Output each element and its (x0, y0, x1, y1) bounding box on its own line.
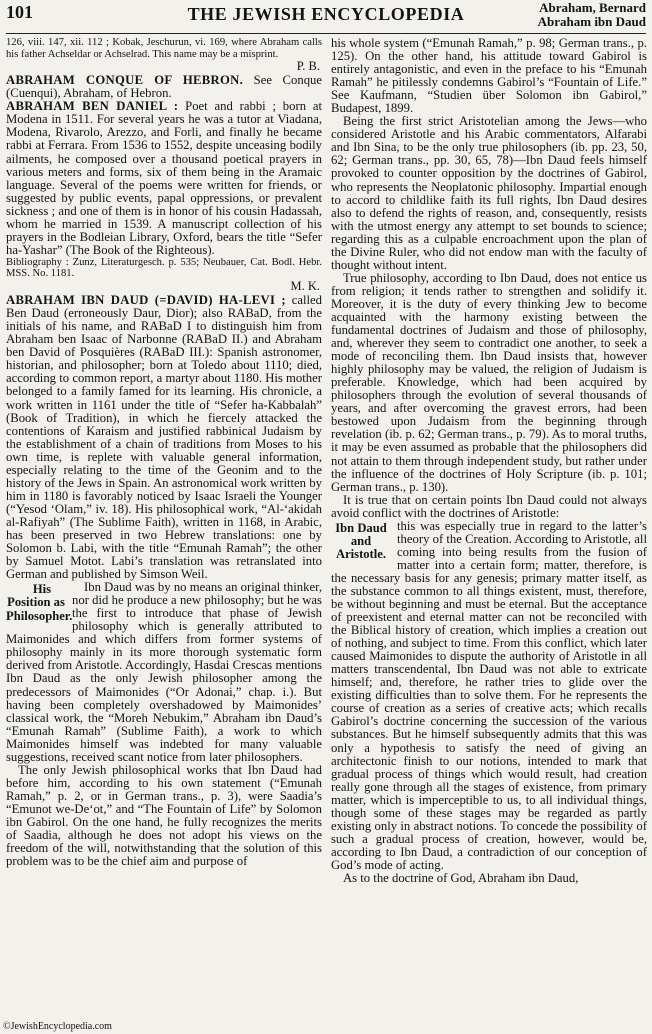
running-title: THE JEWISH ENCYCLOPEDIA (187, 4, 465, 24)
creation-text: this was especially true in regard to the latter’s theory of the Creation. According to Aristotle, all coming into being results from the fusion of matter into a certain form; matter, therefore, is the necessary basis for any genesis; primary matter itself, as the substance common to all things existent, must, therefore, be without beginning and must be eternal. But the acceptance of preexistent and eternal matter can not be reconciled with the Biblical history of creation, which implies a creation out of nothing, and subject to time. From this conflict, which later caused Maimonides to dispute the authority of Aristotle in all matters transcendental, Ibn Daud was not able to extricate himself; and, therefore, he rather tries to glide over the existing difficulties than to solve them. For he represents the course of creation as a series of creative acts; which recalls Gabirol’s doctrine concerning the succession of the various substances. But he himself subsequently admits that this was only a hypothesis to satisfy the need of giving an architectonic finish to our notions, intended to mark that gradual process of things which would result, had creation really gone through all the stages of existence, from primary matter, which is imperceptible to us, to all individual things, though some of these stages may be regarded as partly existing only in abstract notions. To concede the possibility of such a gradual process of creation, however, would be, according to Ibn Daud, a contradiction of our conception of God’s mode of acting. (331, 518, 647, 872)
carryover-bibliography: 126, viii. 147, xii. 112 ; Kobak, Jeschurun, vi. 169, where Abraham calls his father Achseldar or Achselrad. This name may be a misprint. (6, 37, 322, 60)
running-head-line-2: Abraham ibn Daud (537, 14, 646, 29)
left-column (6, 37, 322, 868)
entry-ben-daniel (6, 100, 322, 257)
aristotelian-paragraph: Being the first strict Aristotelian among the Jews—who considered Aristotle and his Arabic commentators, Alfarabi and Ibn Sina, to be the only true philosophers (ib. pp. 23, 50, 62; German trans., pp. 30, 65, 78)—Ibn Daud feels himself provoked to counter opposition by the doctrines of Gabirol, who represents the Neoplatonic philosophy. Impartial enough to accord to childlike faith its full rights, Ibn Daud desires also to defend the rights of reason, and, consequently, resists with the utmost energy any attempt to set bounds to science; regarding this as a culpable encroachment upon the plan of the Divine Ruler, who did not endow man with the faculty of thought without intent. (331, 114, 647, 272)
entry-ibn-daud-text: called Ben Daud (erroneously Daur, Dior); also RABaD, from the initials of his name, and RABaD I to distinguish him from Abraham ben Isaac of Narbonne (RABaD II.) and Abraham ben David of Posquières (RABaD III.): Spanish astronomer, historian, and philosopher; born at Toledo about 1110; died, according to common report, a martyr about 1180. His mother belonged to a family famed for its learning. His chronicle, a work written in 1161 under the title of “Sefer ha-Kabbalah” (Book of Tradition), in which he fiercely attacked the contentions of Karaism and justified rabbinical Judaism by the establishment of a chain of traditions from Moses to his own time, is replete with valuable general information, especially relating to the time of the Geonim and to the history of the Jews in Spain. An astronomical work written by him in 1180 is favorably noticed by Isaac Israeli the Younger (“Yesod ‘Olam,” iv. 18). His philosophical work, “Al-‘akidah al-Rafiyah” (The Sublime Faith), written in 1168, in Arabic, has been preserved in two Hebrew translations: one by Solomon b. Labi, with the title “Emunah Ramah”; the other by Samuel Motot. Labi’s translation was retranslated into German and published by Simson Weil. (6, 293, 323, 582)
entry-ben-daniel-title: ABRAHAM BEN DANIEL : (6, 99, 179, 114)
right-column (331, 37, 647, 885)
doctrine-of-god-paragraph: As to the doctrine of God, Abraham ibn Daud, (343, 871, 579, 885)
entry-ben-daniel-text: Poet and rabbi ; born at Modena in 1511. For several years he was a tutor at Viadana, Modena, Rivarolo, Arezzo, and Forli, and finally he became rabbi at Ferrara. From 1536 to 1552, despite unceasing bodily ailments, he composed over a thousand poetical prayers in various meters and forms, six of them being in the Aramaic language. Several of the poems were written for friends, or suggested by public events, papal oppressions, or prevalent sickness ; and one of them is in honor of his cousin Hadassah, whom he married in 1539. A manuscript collection of his prayers in the Bodleian Library, Oxford, bears the title “Sefer ha-Yashar” (The Book of the Righteous). (6, 99, 323, 257)
ibn-daud-works-paragraph: The only Jewish philosophical works that Ibn Daud had before him, according to his own statement (“Emunah Ramah,” p. 2, or in German trans., p. 3), were Saadia’s “Emunot we-De‘ot,” and “The Fountain of Life” by Solomon ibn Gabirol. On the one hand, he fully recognizes the merits of Saadia, although he does not adopt his views on the freedom of the will, notwithstanding that the solution of this problem was to be the chief aim and purpose of (6, 762, 322, 869)
side-note-position: His Position as Philosopher. (6, 582, 73, 623)
running-head (538, 1, 646, 29)
creation-paragraph (331, 520, 647, 872)
entry-conque-text: See Conque (Cuenqui), Abraham, of Hebron. (6, 73, 323, 101)
ibn-daud-position-text: Ibn Daud was by no means an original thinker, nor did he produce a new philosophy; but he was the first to introduce that phase of Jewish philosophy which is generally attributed to Maimonides and which differs from former systems of philosophy mainly in its more thorough systematic form derived from Aristotle. Accordingly, Hasdai Crescas mentions Ibn Daud as the only Jewish philosopher among the predecessors of Maimonides (“Or Adonai,” chap. i.). But having been completely overshadowed by Maimonides’ classical work, the “Moreh Nebukim,” Abraham ibn Daud’s “Emunah Ramah” (Sublime Faith), a work to which Maimonides himself was indebted for many valuable suggestions, received scant notice from later philosophers. (6, 580, 322, 764)
side-note-aristotle: Ibn Daud and Aristotle. (335, 520, 387, 562)
page-header (6, 0, 646, 34)
page-number: 101 (6, 2, 33, 22)
true-philosophy-paragraph: True philosophy, according to Ibn Daud, does not entice us from religion; it tends rather to strengthen and solidify it. Moreover, it is the duty of every thinking Jew to become acquainted with the harmony existing between the fundamental doctrines of Judaism and those of philosophy, and, wherever they seem to contradict one another, to seek a mode of reconciling them. Ibn Daud insists that, however highly philosophy may be valued, the religion of Judaism is preferable. Knowledge, which had been acquired by philosophers through the evolution of several thousands of years, and after overcoming the gravest errors, had been bestowed upon Judaism from the beginning through revelation (ib. p. 62; German trans., p. 79). As to moral truths, it may be even assumed as probable that the philosophers did not attain to them through independent study, but rather under the influence of the doctrines of Holy Scripture (ib. p. 101; German trans., p. 130). (331, 270, 647, 494)
entry-ben-daniel-bibliography: Bibliography : Zunz, Literaturgesch. p. 535; Neubauer, Cat. Bodl. Hebr. MSS. No. 1181. (6, 256, 322, 280)
conflict-paragraph: It is true that on certain points Ibn Daud could not always avoid conflict with the doctrines of Aristotle: (331, 492, 647, 520)
entry-conque-title: ABRAHAM CONQUE OF HEBRON. (6, 73, 244, 88)
entry-ben-daniel-signature: M. K. (290, 279, 320, 294)
ibn-daud-position-paragraph (6, 581, 322, 764)
continuation-paragraph: his whole system (“Emunah Ramah,” p. 98; German trans., p. 125). On the other hand, his attitude toward Gabirol is entirely antagonistic, and even in the preface to his “Emunah Ramah” he pitilessly condemns Gabirol’s “Fountain of Life.” See Kaufmann, “Studien über Solomon ibn Gabirol,” Budapest, 1899. (331, 36, 647, 116)
running-head-line-1: Abraham, Bernard (539, 0, 646, 15)
carryover-signature: P. B. (296, 59, 320, 74)
entry-ibn-daud (6, 294, 322, 581)
entry-conque (6, 74, 322, 100)
copyright-footer: ©JewishEncyclopedia.com (3, 1021, 112, 1032)
entry-ibn-daud-title: ABRAHAM IBN DAUD (=DAVID) HA-LEVI ; (6, 293, 286, 308)
